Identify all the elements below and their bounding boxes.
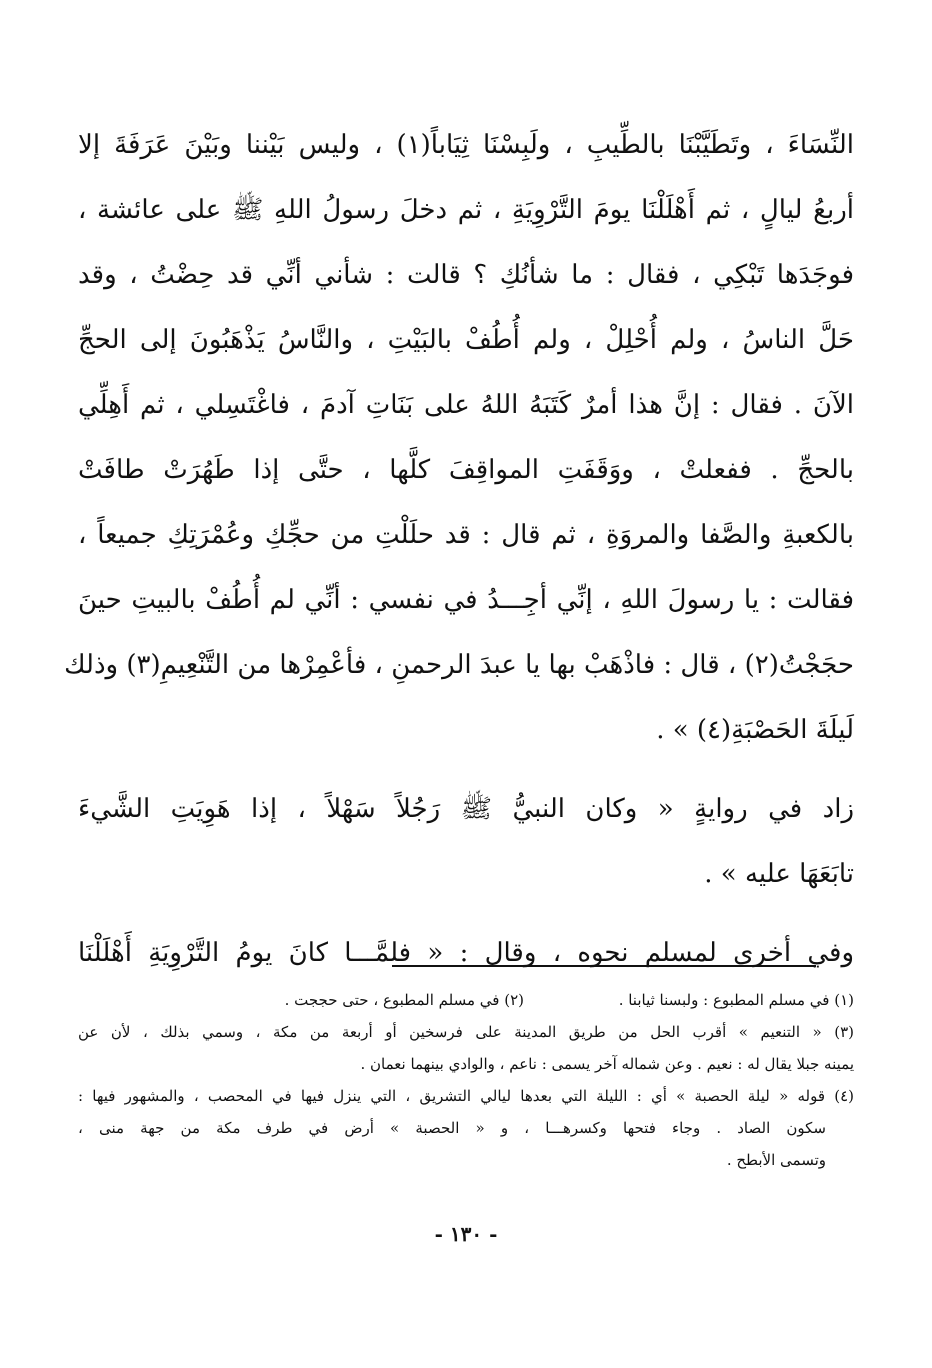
text-line: زاد في روايةٍ « وكان النبيُّ ﷺ رَجُلاً سَهْلاً ، إذا هَوِيَتِ الشَّيءَ [78, 794, 854, 824]
text-line: وفي أخرى لمسلم نحوه ، وقال : « فلمَّـــا كانَ يومُ التَّرْوِيَةِ أَهْلَلْنَا [78, 938, 854, 968]
text-line: الآنَ . فقال : إنَّ هذا أمرٌ كَتَبَهُ اللهُ على بَنَاتِ آدمَ ، فاغْتَسِلي ، ثم أَهِلِّي [78, 390, 854, 420]
footnote-4-continued: سكون الصاد . وجاء فتحها وكسرهـــا ، و « الحصبة » أرض في طرف مكة من جهة منى ، [78, 1119, 827, 1137]
footnote-3: (٣) « التنعيم » أقرب الحل من طريق المدينة على فرسخين أو أربعة من مكة ، وسمي بذلك ، لأن عن [78, 1023, 854, 1041]
page-number: - ١٣٠ - [434, 1222, 498, 1246]
text-line: بالكعبةِ والصَّفا والمروَةِ ، ثم قال : قد حلَلْتِ من حجِّكِ وعُمْرَتِكِ جميعاً ، [78, 520, 854, 550]
text-line: النِّسَاءَ ، وتَطَيَّبْنَا بالطِّيبِ ، ولَبِسْنَا ثِيَاباً(١) ، وليس بَيْننا وبَيْنَ عَرَفَةَ إلا [78, 130, 854, 160]
footnote-divider [392, 965, 816, 967]
paragraph-gap [78, 768, 854, 782]
text-line: لَيلَةَ الحَصْبَةِ(٤) » . [656, 715, 854, 745]
text-line: أربعُ ليالٍ ، ثم أَهْلَلْنَا يومَ التَّرْوِيَةِ ، ثم دخلَ رسولُ اللهِ ﷺ على عائشة ، [78, 195, 854, 225]
footnote-1: (١) في مسلم المطبوع : ولبسنا ثيابنا . [618, 991, 854, 1009]
text-line: فقالت : يا رسولَ اللهِ ، إنِّي أجِـــدُ في نفسي : أنِّي لم أُطُفْ بالبيتِ حينَ [78, 585, 854, 615]
footnote-row [78, 984, 854, 1016]
text-line: حَلَّ الناسُ ، ولم أُحْلِلْ ، ولم أُطُفْ بالبَيْتِ ، والنَّاسُ يَذْهَبُونَ إلى الحجِّ [78, 325, 854, 355]
text-line: تابَعَهَا عليه » . [704, 859, 854, 889]
footnote-4: (٤) قوله « ليلة الحصبة » أي : الليلة التي بعدها ليالي التشريق ، التي ينزل فيها في المحصب ، والمشهور فيها : [78, 1087, 854, 1105]
footnote-2: (٢) في مسلم المطبوع ، حتى حججت . [284, 991, 524, 1009]
footnotes [78, 984, 854, 1176]
footnote-3-continued: يمينه جبلا يقال له : نعيم . وعن شماله آخر يسمى : ناعم ، والوادي بينهما نعمان . [360, 1055, 854, 1073]
text-line: بالحجِّ . ففعلتْ ، ووَقَفَتِ المواقِفَ كلَّها ، حتَّى إذا طَهُرَتْ طافَتْ [78, 455, 854, 485]
main-text [64, 118, 854, 991]
footnote-4-end: وتسمى الأبطح . [726, 1151, 826, 1169]
text-line: فوجَدَها تَبْكِي ، فقال : ما شأنُكِ ؟ قالت : شأني أنِّي قد حِضْتُ ، وقد [78, 260, 854, 290]
paragraph-gap [78, 912, 854, 926]
text-line: حجَجْتُ(٢) ، قال : فاذْهَبْ بها يا عبدَ الرحمنِ ، فأعْمِرْها من التَّنْعِيمِ(٣) وذلك [64, 650, 854, 680]
